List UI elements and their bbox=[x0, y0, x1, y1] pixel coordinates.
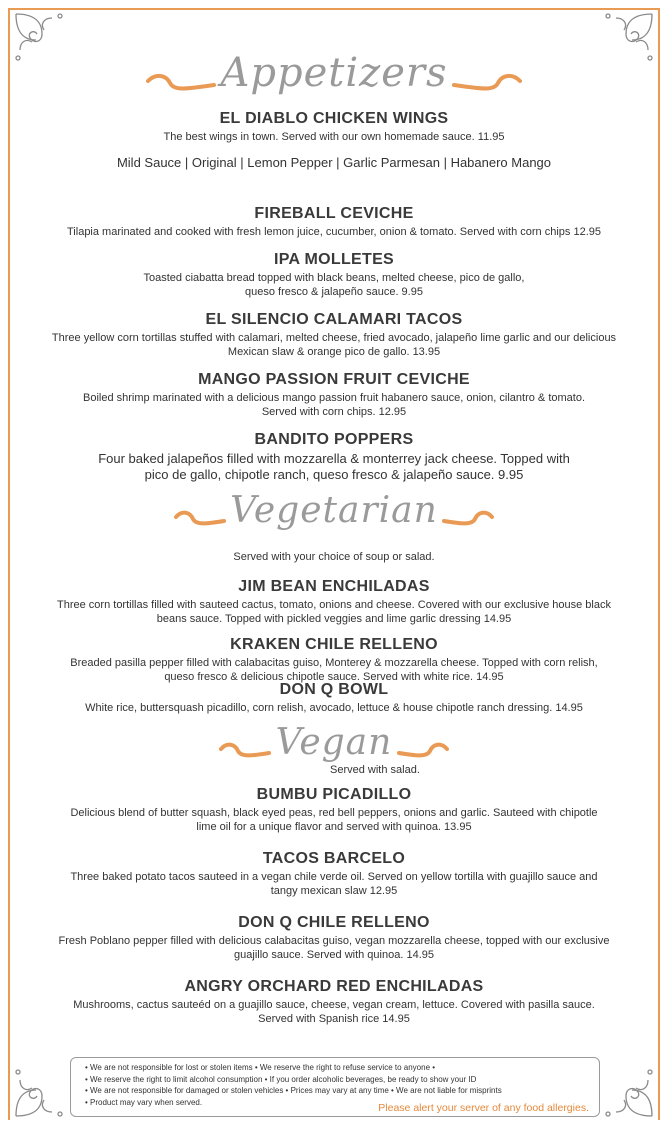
item-description: Breaded pasilla pepper filled with calabacitas guiso, Monterey & mozzarella cheese. Topped with corn relish, bbox=[70, 657, 598, 669]
item-name: JIM BEAN ENCHILADAS bbox=[238, 578, 430, 595]
item-description: Mushrooms, cactus sauteéd on a guajillo sauce, cheese, vegan cream, lettuce. Covered with pasilla sauce. bbox=[73, 999, 595, 1011]
item-description: lime oil for a unique flavor and served with quinoa. 13.95 bbox=[196, 821, 472, 833]
disclaimer-box bbox=[70, 1057, 600, 1117]
disclaimer-line: • We reserve the right to limit alcohol consumption • If you order alcoholic beverages, be ready to show your ID bbox=[85, 1074, 477, 1084]
item-name: EL SILENCIO CALAMARI TACOS bbox=[205, 311, 463, 328]
item-name: BUMBU PICADILLO bbox=[256, 786, 412, 803]
item-description: queso fresco & jalapeño sauce. 9.95 bbox=[245, 286, 423, 298]
vegetarian-heading bbox=[0, 490, 668, 531]
allergy-notice: Please alert your server of any food allergies. bbox=[378, 1102, 589, 1114]
disclaimer-line: • We are not responsible for lost or stolen items • We reserve the right to refuse service to anyone • bbox=[85, 1063, 436, 1072]
disclaimer-line: • We are not responsible for damaged or stolen vehicles • Prices may vary at any time • We are not liable for misprints bbox=[85, 1086, 502, 1095]
item-description: The best wings in town. Served with our own homemade sauce. 11.95 bbox=[163, 131, 505, 143]
item-name: DON Q BOWL bbox=[279, 681, 389, 698]
item-description: pico de gallo, chipotle ranch, queso fresco & jalapeño sauce. 9.95 bbox=[144, 467, 524, 482]
menu-item bbox=[20, 914, 648, 962]
menu-item bbox=[20, 850, 648, 898]
menu-item bbox=[20, 311, 648, 359]
item-name: IPA MOLLETES bbox=[273, 251, 395, 268]
appetizers-heading bbox=[0, 50, 668, 96]
item-description: Mexican slaw & orange pico de gallo. 13.95 bbox=[227, 346, 441, 358]
corner-ornament-icon bbox=[12, 1060, 72, 1120]
item-description: Toasted ciabatta bread topped with black beans, melted cheese, pico de gallo, bbox=[143, 272, 525, 284]
menu-item bbox=[20, 205, 648, 239]
menu-item bbox=[20, 636, 648, 684]
vegetarian-note: Served with your choice of soup or salad. bbox=[233, 551, 435, 563]
item-description: beans sauce. Topped with pickled veggies and lime garlic dressing 14.95 bbox=[156, 613, 512, 625]
disclaimer-line: • Product may vary when served. bbox=[85, 1097, 203, 1107]
item-description: Three baked potato tacos sauteed in a vegan chile verde oil. Served on yellow tortilla with guajillo sauce and bbox=[70, 871, 598, 883]
item-description: Delicious blend of butter squash, black eyed peas, red bell peppers, onions and garlic. Sauteed with chipotle bbox=[70, 807, 598, 819]
item-name: BANDITO POPPERS bbox=[254, 431, 414, 448]
item-description: Three corn tortillas filled with sauteed cactus, tomato, onions and cheese. Covered with our exclusive house black bbox=[57, 599, 611, 611]
corner-ornament-icon bbox=[596, 1060, 656, 1120]
item-name: KRAKEN CHILE RELLENO bbox=[230, 636, 438, 653]
item-description: Served with Spanish rice 14.95 bbox=[258, 1013, 410, 1025]
item-name: TACOS BARCELO bbox=[262, 850, 406, 867]
menu-item bbox=[20, 371, 648, 419]
vegetarian-title: Vegetarian bbox=[230, 490, 438, 531]
right-swirl-icon bbox=[442, 508, 494, 528]
item-description: White rice, buttersquash picadillo, corn relish, avocado, lettuce & house chipotle ranch dressing. 14.95 bbox=[85, 702, 583, 714]
left-swirl-icon bbox=[219, 740, 271, 760]
item-name: ANGRY ORCHARD RED ENCHILADAS bbox=[184, 978, 484, 995]
left-swirl-icon bbox=[146, 71, 216, 93]
menu-item bbox=[20, 578, 648, 626]
vegan-note: Served with salad. bbox=[330, 764, 420, 776]
item-name: MANGO PASSION FRUIT CEVICHE bbox=[198, 371, 470, 388]
menu-item bbox=[20, 681, 648, 715]
item-description: queso fresco & delicious chipotle sauce. Served with white rice. 14.95 bbox=[164, 671, 504, 683]
menu-item bbox=[20, 978, 648, 1026]
item-description: Served with corn chips. 12.95 bbox=[261, 406, 407, 418]
sauce-options: Mild Sauce | Original | Lemon Pepper | Garlic Parmesan | Habanero Mango bbox=[116, 155, 552, 170]
vegan-heading bbox=[0, 722, 668, 763]
item-description: guajillo sauce. Served with quinoa. 14.95 bbox=[234, 949, 434, 961]
menu-item bbox=[20, 110, 648, 144]
item-description: Four baked jalapeños filled with mozzarella & monterrey jack cheese. Topped with bbox=[98, 451, 570, 466]
item-description: Three yellow corn tortillas stuffed with calamari, melted cheese, fried avocado, jalapeño lime garlic and our delicious bbox=[51, 332, 617, 344]
appetizers-title: Appetizers bbox=[220, 50, 448, 96]
menu-item bbox=[20, 431, 648, 483]
item-description: Tilapia marinated and cooked with fresh lemon juice, cucumber, onion & tomato. Served with corn chips 12.95 bbox=[67, 226, 601, 238]
right-swirl-icon bbox=[452, 71, 522, 93]
item-description: Fresh Poblano pepper filled with delicious calabacitas guiso, vegan mozzarella cheese, topped with our exclusive bbox=[58, 935, 610, 947]
item-name: EL DIABLO CHICKEN WINGS bbox=[219, 110, 449, 127]
left-swirl-icon bbox=[174, 508, 226, 528]
item-name: DON Q CHILE RELLENO bbox=[238, 914, 430, 931]
menu-item bbox=[20, 786, 648, 834]
item-description: tangy mexican slaw 12.95 bbox=[270, 885, 398, 897]
item-description: Boiled shrimp marinated with a delicious mango passion fruit habanero sauce, onion, cilantro & tomato. bbox=[83, 392, 585, 404]
right-swirl-icon bbox=[397, 740, 449, 760]
vegan-title: Vegan bbox=[275, 722, 393, 763]
item-name: FIREBALL CEVICHE bbox=[254, 205, 414, 222]
menu-item bbox=[20, 251, 648, 299]
